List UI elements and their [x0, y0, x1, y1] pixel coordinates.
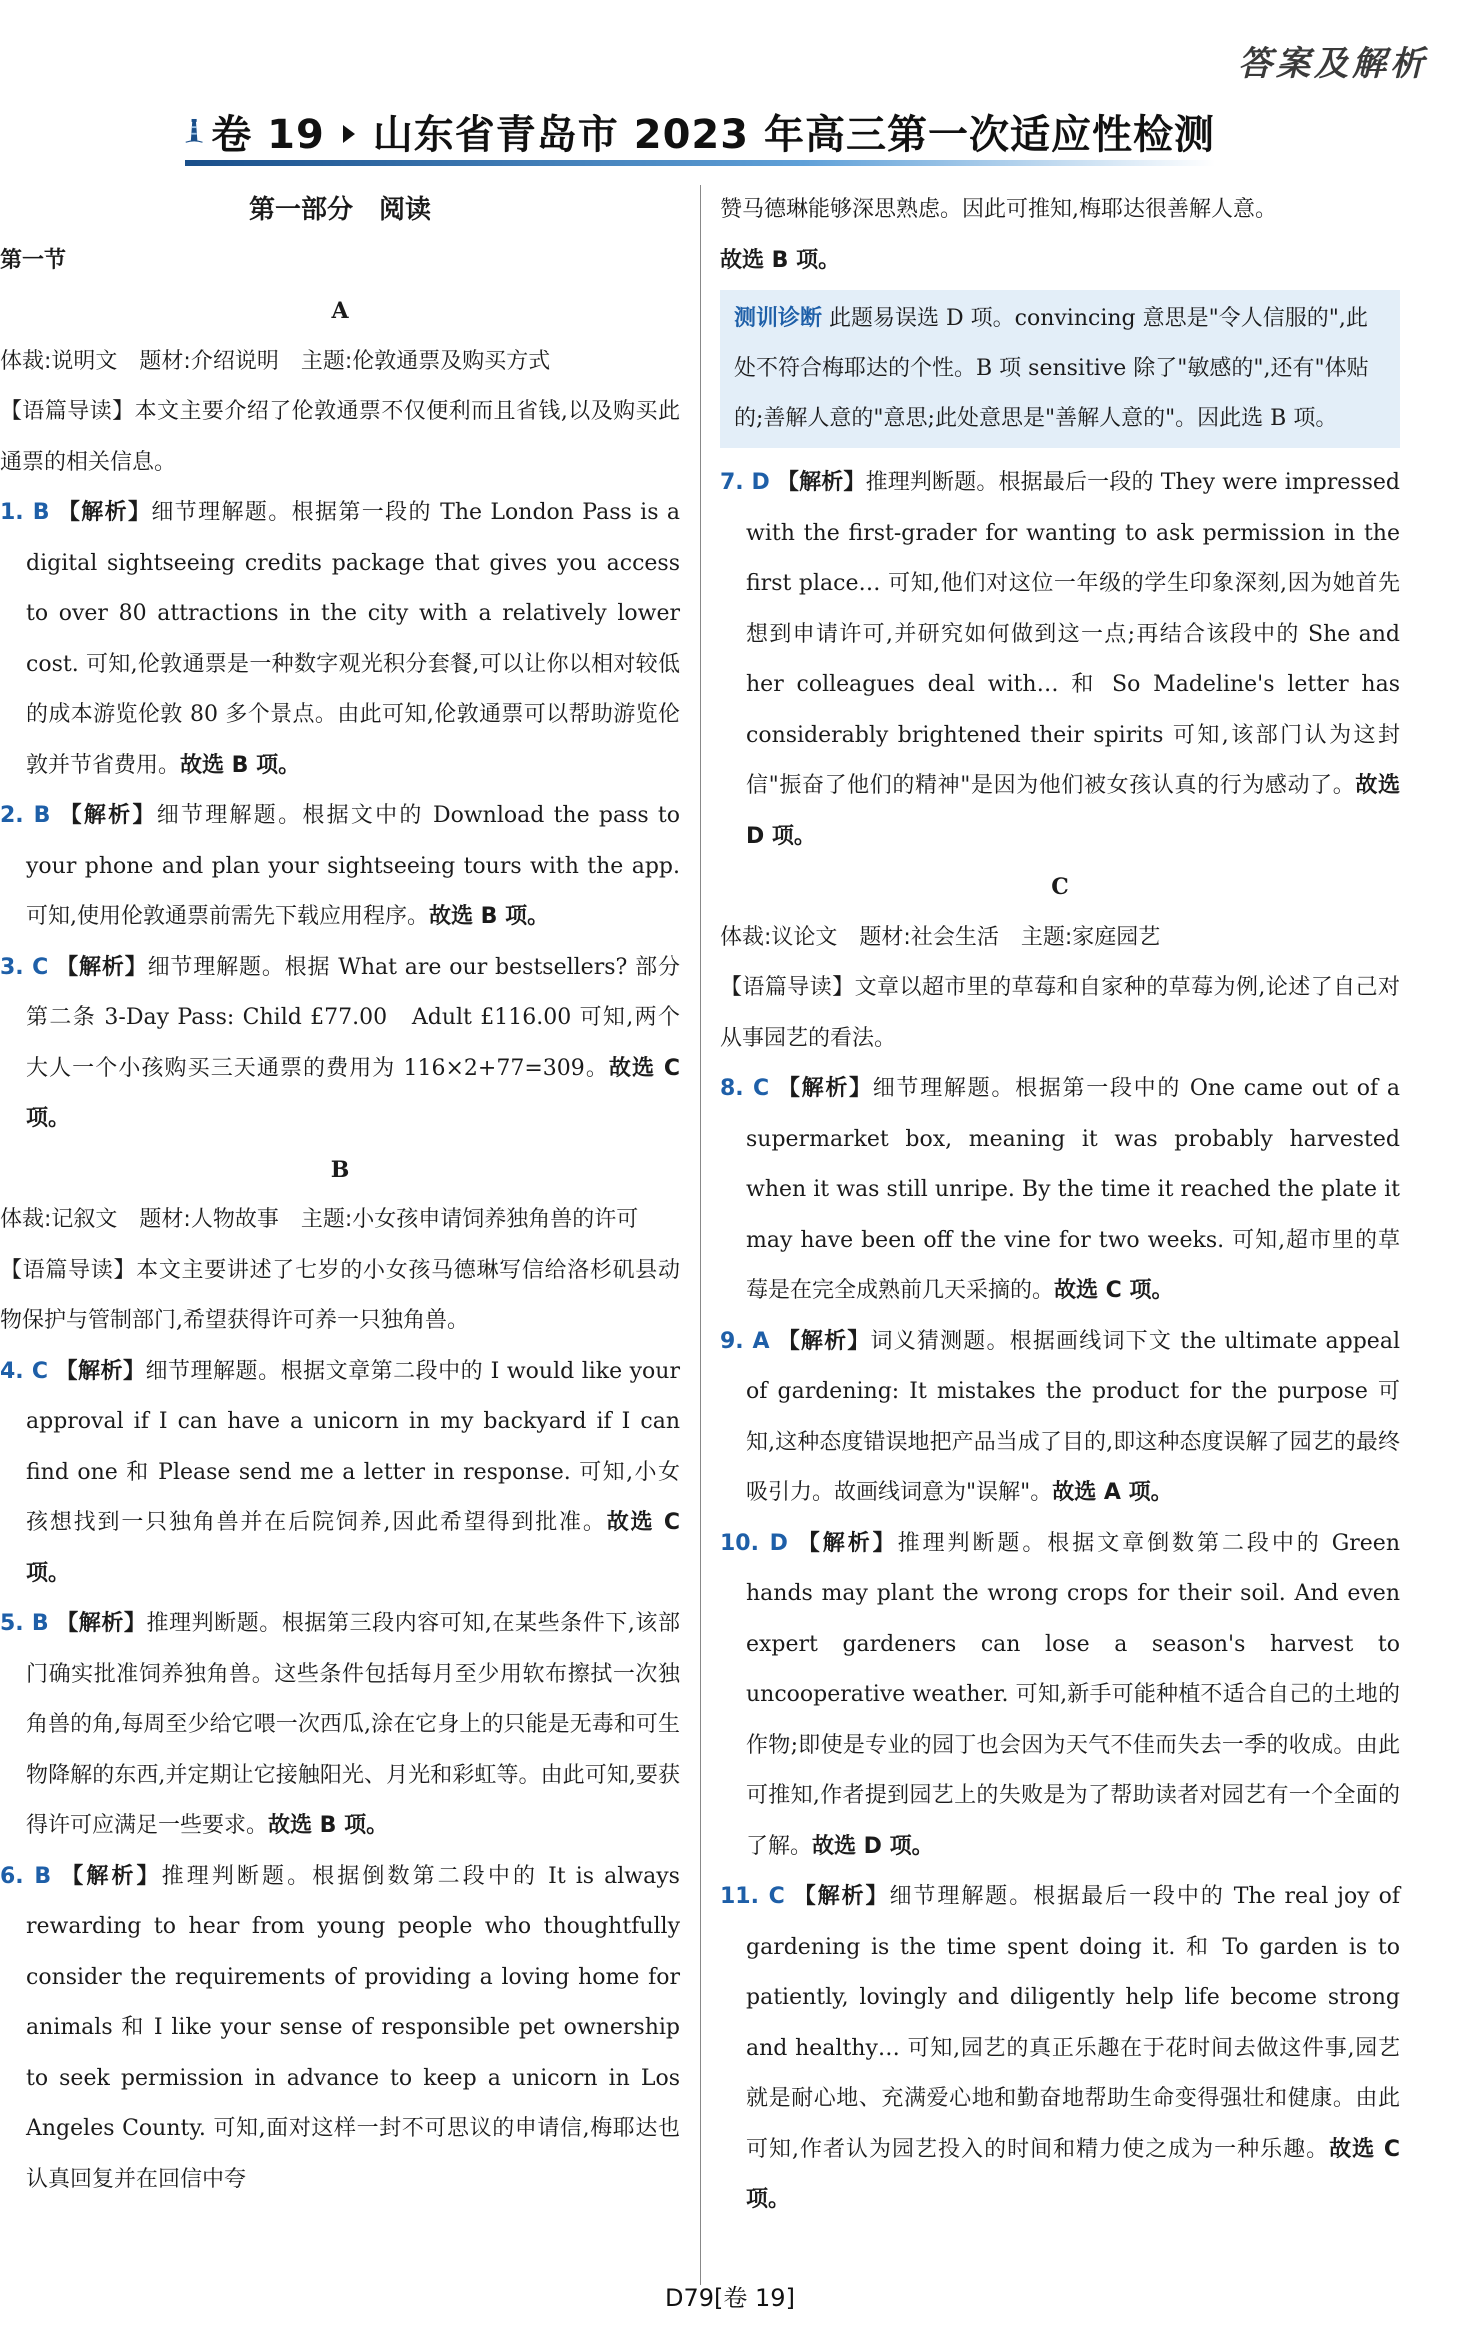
answer-choice: 故选 B 项。: [720, 247, 841, 273]
answer-item: 8. C 【解析】细节理解题。根据第一段中的 One came out of a supermarket box, meaning it was probably harvested when it was still unripe. By the time it reached the plate it may have been off the vine for two weeks. 可知,超市里的草莓是在完全成熟前几天采摘的。故选 C 项。: [720, 1076, 1400, 1303]
left-column: [0, 185, 680, 2205]
right-column: [720, 185, 1400, 2226]
diagnosis-box: [720, 290, 1400, 448]
page-footer: D79[卷 19]: [665, 2284, 795, 2312]
answer-item-continued: 赞马德琳能够深思熟虑。因此可推知,梅耶达很善解人意。: [720, 197, 1277, 222]
answer-item: 4. C 【解析】细节理解题。根据文章第二段中的 I would like your approval if I can have a unicorn in my backyard if I can find one 和 Please send me a letter in response. 可知,小女孩想找到一只独角兽并在后院饲养,因此希望得到批准。故选 C 项。: [0, 1358, 680, 1586]
passage-b-meta: 体裁:记叙文 题材:人物故事 主题:小女孩申请饲养独角兽的许可: [0, 1207, 639, 1232]
section-title: 第一节: [0, 247, 67, 273]
passage-b-letter: B: [330, 1156, 350, 1183]
answer-item: 5. B 【解析】推理判断题。根据第三段内容可知,在某些条件下,该部门确实批准饲养独角兽。这些条件包括每月至少用软布擦拭一次独角兽的角,每周至少给它喂一次西瓜,涂在它身上的只能是无毒和可生物降解的东西,并定期让它接触阳光、月光和彩虹等。由此可知,要获得许可应满足一些要求。故选 B 项。: [0, 1611, 680, 1838]
title-underline: [185, 160, 1215, 166]
triangle-icon: [343, 125, 355, 143]
answer-item: 1. B 【解析】细节理解题。根据第一段的 The London Pass is a digital sightseeing credits package that gives you access to over 80 attractions in the city with a relatively lower cost. 可知,伦敦通票是一种数字观光积分套餐,可以让你以相对较低的成本游览伦敦 80 多个景点。由此可知,伦敦通票可以帮助游览伦敦并节省费用。故选 B 项。: [0, 500, 680, 778]
diagnosis-text: 此题易误选 D 项。convincing 意思是"令人信服的",此处不符合梅耶达的个性。B 项 sensitive 除了"敏感的",还有"体贴的;善解人意的"意思;此处意思是"善解人意的"。因此选 B 项。: [734, 306, 1369, 431]
diagnosis-label: 测训诊断: [734, 306, 823, 331]
passage-a-guide: 【语篇导读】本文主要介绍了伦敦通票不仅便利而且省钱,以及购买此通票的相关信息。: [0, 399, 680, 475]
passage-c-letter: C: [1051, 874, 1069, 900]
answer-item: 3. C 【解析】细节理解题。根据 What are our bestsellers? 部分第二条 3-Day Pass: Child £77.00 Adult £116.00 可知,两个大人一个小孩购买三天通票的费用为 116×2+77=309。故选 C 项。: [0, 954, 680, 1131]
answer-item: 10. D 【解析】推理判断题。根据文章倒数第二段中的 Green hands may plant the wrong crops for their soil. And even expert gardeners can lose a season's harvest to uncooperative weather. 可知,新手可能种植不适合自己的土地的作物;即使是专业的园丁也会因为天气不佳而失去一季的收成。由此可推知,作者提到园艺上的失败是为了帮助读者对园艺有一个全面的了解。故选 D 项。: [720, 1530, 1400, 1859]
answer-item: 2. B 【解析】细节理解题。根据文中的 Download the pass to your phone and plan your sightseeing tours with the app. 可知,使用伦敦通票前需先下载应用程序。故选 B 项。: [0, 803, 680, 929]
page-title: [185, 96, 1215, 166]
answer-item: 6. B 【解析】推理判断题。根据倒数第二段中的 It is always rewarding to hear from young people who thoughtfully consider the requirements of providing a loving home for animals 和 I like your sense of responsible pet ownership to seek permission in advance to keep a unicorn in Los Angeles County. 可知,面对这样一封不可思议的申请信,梅耶达也认真回复并在回信中夸: [0, 1863, 680, 2192]
title-text: 山东省青岛市 2023 年高三第一次适应性检测: [372, 111, 1215, 158]
answer-item: 9. A 【解析】词义猜测题。根据画线词下文 the ultimate appeal of gardening: It mistakes the product for the purpose 可知,这种态度错误地把产品当成了目的,即这种态度误解了园艺的最终吸引力。故画线词意为"误解"。故选 A 项。: [720, 1328, 1400, 1505]
passage-a-meta: 体裁:说明文 题材:介绍说明 主题:伦敦通票及购买方式: [0, 348, 551, 374]
passage-c-guide: 【语篇导读】文章以超市里的草莓和自家种的草莓为例,论述了自己对从事园艺的看法。: [720, 975, 1400, 1051]
title-label: 卷 19: [211, 111, 325, 158]
part-title: 第一部分 阅读: [248, 195, 431, 225]
passage-a-letter: A: [331, 298, 349, 324]
answer-item: 7. D 【解析】推理判断题。根据最后一段的 They were impressed with the first-grader for wanting to ask permission in the first place… 可知,他们对这位一年级的学生印象深刻,因为她首先想到申请许可,并研究如何做到这一点;再结合该段中的 She and her colleagues deal with… 和 So Madeline's letter has considerably brightened their spirits 可知,该部门认为这封信"振奋了他们的精神"是因为他们被女孩认真的行为感动了。故选 D 项。: [720, 470, 1400, 849]
passage-b-guide: 【语篇导读】本文主要讲述了七岁的小女孩马德琳写信给洛杉矶县动物保护与管制部门,希望获得许可养一只独角兽。: [0, 1257, 680, 1333]
passage-c-meta: 体裁:议论文 题材:社会生活 主题:家庭园艺: [720, 924, 1161, 950]
column-divider: [700, 185, 701, 2285]
header-tag: 答案及解析: [1238, 44, 1428, 84]
answer-item: 11. C 【解析】细节理解题。根据最后一段中的 The real joy of gardening is the time spent doing it. 和 To garden is to patiently, lovingly and diligently help life become strong and healthy… 可知,园艺的真正乐趣在于花时间去做这件事,园艺就是耐心地、充满爱心地和勤奋地帮助生命变得强壮和健康。由此可知,作者认为园艺投入的时间和精力使之成为一种乐趣。故选 C 项。: [720, 1884, 1400, 2212]
lighthouse-icon: [185, 96, 203, 166]
